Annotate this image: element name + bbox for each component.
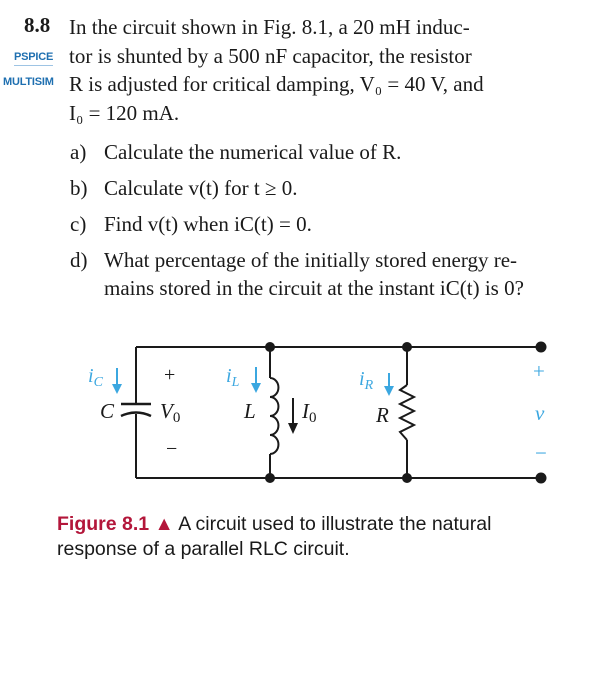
stem-line: In the circuit shown in Fig. 8.1, a 20 mH induc- — [69, 15, 470, 39]
resistor-label: R — [376, 403, 389, 427]
cap-plus-sign: + — [164, 364, 176, 386]
ir-label: $i_R$ — [359, 368, 374, 393]
part-label: c) — [70, 212, 87, 236]
circuit-wires — [136, 347, 541, 478]
v0-label: V0 — [160, 399, 181, 426]
v-minus-sign: − — [535, 441, 547, 465]
v-plus-sign: + — [533, 359, 545, 383]
cap-minus-sign: − — [166, 438, 178, 460]
current-arrow-ic — [112, 368, 122, 394]
caption-text-1: A circuit used to illustrate the natural — [178, 513, 492, 535]
caption-text-2: response of a parallel RLC circuit. — [57, 538, 350, 560]
current-arrow-ir — [384, 373, 394, 396]
triangle-icon: ▲ — [154, 513, 174, 535]
figure-caption — [57, 512, 577, 562]
current-arrow-i0 — [288, 398, 298, 434]
part-text: Find v(t) when iC(t) = 0. — [104, 212, 312, 236]
part-text: Calculate the numerical value of R. — [104, 140, 402, 164]
problem-number: 8.8 — [24, 13, 51, 37]
part-label: b) — [70, 176, 88, 200]
part-text-line: mains stored in the circuit at the instant iC(t) is 0? — [104, 276, 524, 300]
stem-line: R is adjusted for critical damping, V₀ = 40 V, and — [69, 72, 484, 96]
figure-label: Figure 8.1 — [57, 513, 150, 535]
il-label: $i_L$ — [226, 365, 240, 390]
v-label: v — [535, 401, 545, 425]
stem-line: I₀ = 120 mA. — [69, 100, 180, 125]
inductor-label: L — [244, 399, 256, 423]
resistor-zigzag — [400, 385, 414, 440]
inductor-coil — [270, 378, 278, 454]
multisim-tag: MULTISIM — [3, 76, 54, 88]
part-text-line: What percentage of the initially stored energy re- — [104, 248, 518, 272]
current-arrow-il — [251, 367, 261, 393]
pspice-tag: PSPICE — [14, 51, 53, 66]
part-label: d) — [70, 248, 88, 272]
part-text: Calculate v(t) for t ≥ 0. — [104, 176, 298, 200]
capacitor-label: C — [100, 399, 115, 423]
i0-label: I0 — [302, 399, 317, 426]
ic-label: $i_C$ — [88, 365, 103, 390]
part-label: a) — [70, 140, 87, 164]
stem-line: tor is shunted by a 500 nF capacitor, the resistor — [69, 43, 472, 68]
